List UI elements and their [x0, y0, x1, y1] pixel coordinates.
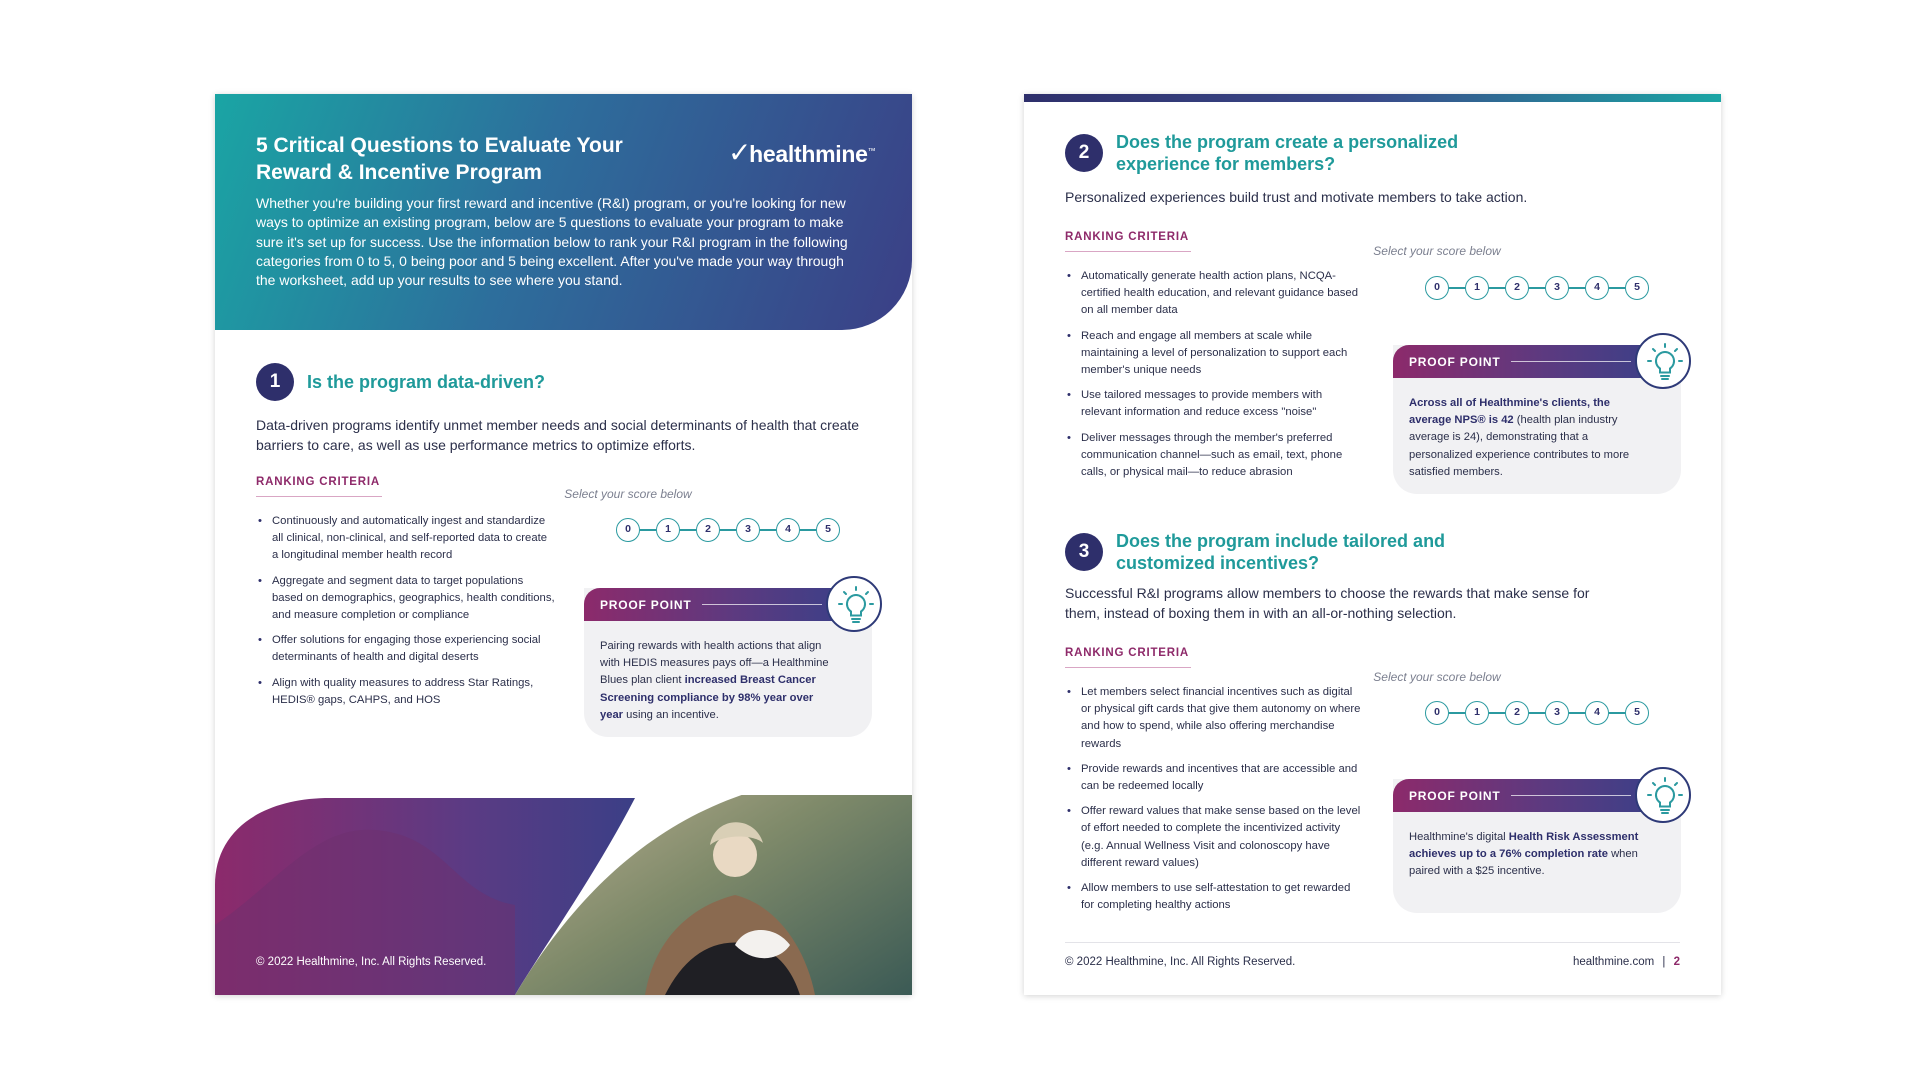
question-title-2: Does the program create a personalized experience for members? [1116, 132, 1459, 174]
intro-text: Whether you're building your first reward and incentive (R&I) program, or you're looking for new ways to optimize an existing program, below are 5 questions to evaluate your program to make sure it's set up for success. Use the information below to rank your R&I program in the following categories from 0 to 5, 0 being poor and 5 being excellent. After you've made your way through the worksheet, add up your results to see where you stand. [256, 195, 848, 289]
score-option-4[interactable]: 4 [1585, 701, 1609, 725]
proof-point-label: PROOF POINT [1409, 355, 1501, 369]
score-selector-2 [1425, 276, 1649, 300]
select-score-label: Select your score below [1373, 244, 1501, 258]
score-option-1[interactable]: 1 [1465, 701, 1489, 725]
score-option-5[interactable]: 5 [1625, 701, 1649, 725]
score-option-0[interactable]: 0 [1425, 701, 1449, 725]
lightbulb-icon [1635, 333, 1691, 389]
list-item: • Use tailored messages to provide members with relevant information and reduce excess "noise" [1065, 387, 1365, 421]
list-item: • Offer solutions for engaging those experiencing social determinants of health and digital deserts [256, 632, 556, 666]
site-link[interactable]: healthmine.com [1573, 956, 1655, 968]
question-title-1: Is the program data-driven? [307, 372, 546, 392]
score-option-5[interactable]: 5 [1625, 276, 1649, 300]
list-item: • Allow members to use self-attestation to get rewarded for completing healthy actions [1065, 880, 1365, 914]
list-item: • Deliver messages through the member's preferred communication channel—such as email, text, phone calls, or physical mail—to reduce abrasion [1065, 430, 1365, 482]
criteria-list-1 [256, 513, 556, 717]
question-number-1: 1 [256, 363, 294, 401]
footer-divider [1065, 942, 1680, 943]
criteria-list-2 [1065, 268, 1365, 489]
score-option-0[interactable]: 0 [616, 518, 640, 542]
score-selector-3 [1425, 701, 1649, 725]
score-option-1[interactable]: 1 [656, 518, 680, 542]
ranking-criteria-label: RANKING CRITERIA [1065, 231, 1189, 243]
question-title-3: Does the program include tailored and customized incentives? [1116, 531, 1446, 573]
score-option-3[interactable]: 3 [1545, 276, 1569, 300]
score-option-4[interactable]: 4 [776, 518, 800, 542]
proof-point-text: Across all of Healthmine's clients, the average NPS® is 42 (health plan industry average is 24), demonstrating that a personalized experience contributes to more satisfied members. [1409, 397, 1630, 478]
score-option-3[interactable]: 3 [736, 518, 760, 542]
list-item: • Align with quality measures to address Star Ratings, HEDIS® gaps, CAHPS, and HOS [256, 675, 556, 709]
list-item: • Automatically generate health action plans, NCQA-certified health education, and relevant guidance based on all member data [1065, 268, 1365, 320]
proof-point-text: Healthmine's digital Health Risk Assessment achieves up to a 76% completion rate when paired with a $25 incentive. [1409, 831, 1639, 878]
worksheet-page-1 [215, 94, 912, 995]
proof-point-card-2 [1393, 345, 1681, 494]
question-description-2: Personalized experiences build trust and motivate members to take action. [1065, 189, 1528, 205]
top-accent-bar [1024, 94, 1721, 102]
score-selector-1 [616, 518, 840, 542]
lightbulb-icon [826, 576, 882, 632]
healthmine-logo: ✓healthmine™ [728, 137, 876, 168]
list-item: • Reach and engage all members at scale while maintaining a level of personalization to support each member's unique needs [1065, 328, 1365, 380]
proof-point-text: Pairing rewards with health actions that align with HEDIS measures pays off—a Healthmine Blues plan client increased Breast Cancer Screening compliance by 98% year over year using an incentive. [600, 640, 829, 721]
list-item: • Continuously and automatically ingest and standardize all clinical, non-clinical, and self-reported data to create a longitudinal member health record [256, 513, 556, 565]
page-number: 2 [1673, 956, 1680, 968]
list-item: • Provide rewards and incentives that are accessible and can be redeemed locally [1065, 761, 1365, 795]
criteria-list-3 [1065, 684, 1365, 922]
logo-mark-icon: ✓ [728, 137, 752, 168]
proof-point-label: PROOF POINT [600, 598, 692, 612]
copyright-footer: © 2022 Healthmine, Inc. All Rights Reserved. [256, 956, 487, 968]
score-option-5[interactable]: 5 [816, 518, 840, 542]
score-option-2[interactable]: 2 [1505, 701, 1529, 725]
lightbulb-icon [1635, 767, 1691, 823]
question-description-3: Successful R&I programs allow members to choose the rewards that make sense for them, instead of boxing them in with an all-or-nothing selection. [1065, 585, 1590, 621]
proof-point-label: PROOF POINT [1409, 789, 1501, 803]
select-score-label: Select your score below [1373, 670, 1501, 684]
page-title: 5 Critical Questions to Evaluate Your Reward & Incentive Program [256, 134, 623, 184]
score-option-3[interactable]: 3 [1545, 701, 1569, 725]
question-number-3: 3 [1065, 533, 1103, 571]
list-item: • Let members select financial incentives such as digital or physical gift cards that give them autonomy on where and how to spend, while also offering merchandise rewards [1065, 684, 1365, 753]
list-item: • Aggregate and segment data to target populations based on demographics, geographics, health conditions, and measure completion or compliance [256, 573, 556, 625]
footer-separator: | [1662, 956, 1666, 968]
question-description-1: Data-driven programs identify unmet member needs and social determinants of health that create barriers to care, as well as use performance metrics to optimize efforts. [256, 417, 860, 453]
list-item: • Offer reward values that make sense based on the level of effort needed to complete the incentivized activity (e.g. Annual Wellness Visit and colonoscopy have different reward values) [1065, 803, 1365, 872]
score-option-4[interactable]: 4 [1585, 276, 1609, 300]
score-option-2[interactable]: 2 [1505, 276, 1529, 300]
ranking-criteria-label: RANKING CRITERIA [256, 476, 380, 488]
select-score-label: Select your score below [564, 487, 692, 501]
question-number-2: 2 [1065, 134, 1103, 172]
score-option-2[interactable]: 2 [696, 518, 720, 542]
copyright-footer: © 2022 Healthmine, Inc. All Rights Reserved. [1065, 956, 1296, 968]
score-option-0[interactable]: 0 [1425, 276, 1449, 300]
ranking-criteria-label: RANKING CRITERIA [1065, 647, 1189, 659]
proof-point-card-3 [1393, 779, 1681, 913]
page1-header [215, 94, 912, 330]
worksheet-page-2 [1024, 94, 1721, 995]
page-footer-right [1573, 956, 1680, 968]
proof-point-card-1 [584, 588, 872, 737]
score-option-1[interactable]: 1 [1465, 276, 1489, 300]
